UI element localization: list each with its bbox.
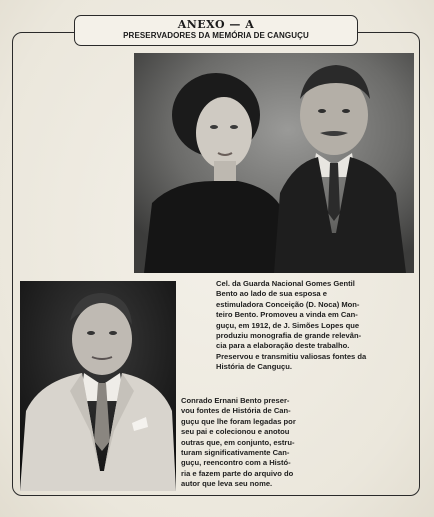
annex-title: ANEXO — A xyxy=(177,18,255,31)
couple-portrait-icon xyxy=(134,53,414,273)
man-caption: Conrado Ernani Bento preser- vou fontes de História de Can- guçu que lhe foram legadas por seu pai e colecionou e anotou outras que, em conjunto, estru- turam significativamente Can- guçu, reencontro com a Histó- ria e fazem parte do arquivo do autor que leva seu nome. xyxy=(181,396,296,489)
couple-caption: Cel. da Guarda Nacional Gomes Gentil Bento ao lado de sua esposa e estimuladora Conceição (D. Noca) Mon- teiro Bento. Promoveu a vinda em Can- guçu, em 1912, de J. Simões Lopes que produziu monografia de grande relevân- cia para a elaboração deste trabalho. Preservou e transmitiu valiosas fontes da História de Canguçu. xyxy=(216,279,367,372)
annex-title-box xyxy=(74,15,358,46)
couple-photo xyxy=(134,53,414,273)
annex-subtitle: PRESERVADORES DA MEMÓRIA DE CANGUÇU xyxy=(123,31,309,40)
man-photo xyxy=(20,281,176,491)
man-portrait-icon xyxy=(20,281,176,491)
